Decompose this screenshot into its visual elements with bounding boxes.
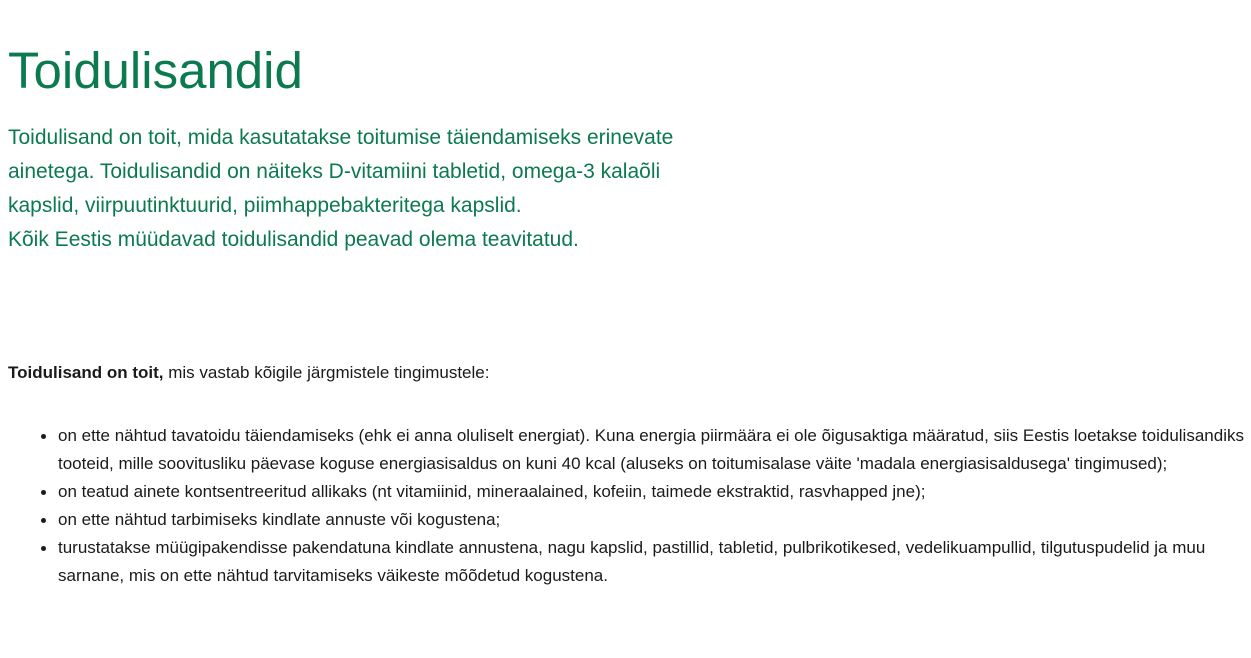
intro-line: Kõik Eestis müüdavad toidulisandid peavad olema teavitatud.: [8, 228, 579, 251]
definition-lead: [8, 359, 489, 387]
definition-lead-bold: Toidulisand on toit,: [8, 363, 164, 382]
list-item: on ette nähtud tavatoidu täiendamiseks (ehk ei anna oluliselt energiat). Kuna energia piirmäära ei ole õigusaktiga määratud, siis Eestis loetakse toidulisandiks tooteid, mille soovitusliku päevase koguse energiasisaldus on kuni 40 kcal (aluseks on toitumisalase väite 'madala energiasisaldusega' tingimused);: [58, 422, 1248, 478]
list-item: on teatud ainete kontsentreeritud allikaks (nt vitamiinid, mineraalained, kofeiin, taimede ekstraktid, rasvhapped jne);: [58, 478, 1248, 506]
intro-line: kapslid, viirpuutinktuurid, piimhappebakteritega kapslid.: [8, 194, 522, 217]
page-title: Toidulisandid: [8, 42, 303, 99]
intro-line: Toidulisand on toit, mida kasutatakse toitumise täiendamiseks erinevate: [8, 126, 674, 149]
list-item: turustatakse müügipakendisse pakendatuna kindlate annustena, nagu kapslid, pastillid, tabletid, pulbrikotikesed, vedelikuampullid, tilgutuspudelid ja muu sarnane, mis on ette nähtud tarvitamiseks väikeste mõõdetud kogustena.: [58, 534, 1248, 590]
list-item: on ette nähtud tarbimiseks kindlate annuste või kogustena;: [58, 506, 1248, 534]
intro-line: ainetega. Toidulisandid on näiteks D-vitamiini tabletid, omega-3 kalaõli: [8, 160, 661, 183]
criteria-list: [8, 422, 1248, 590]
intro-paragraph: [8, 121, 798, 257]
definition-lead-text: mis vastab kõigile järgmistele tingimustele:: [163, 363, 490, 382]
